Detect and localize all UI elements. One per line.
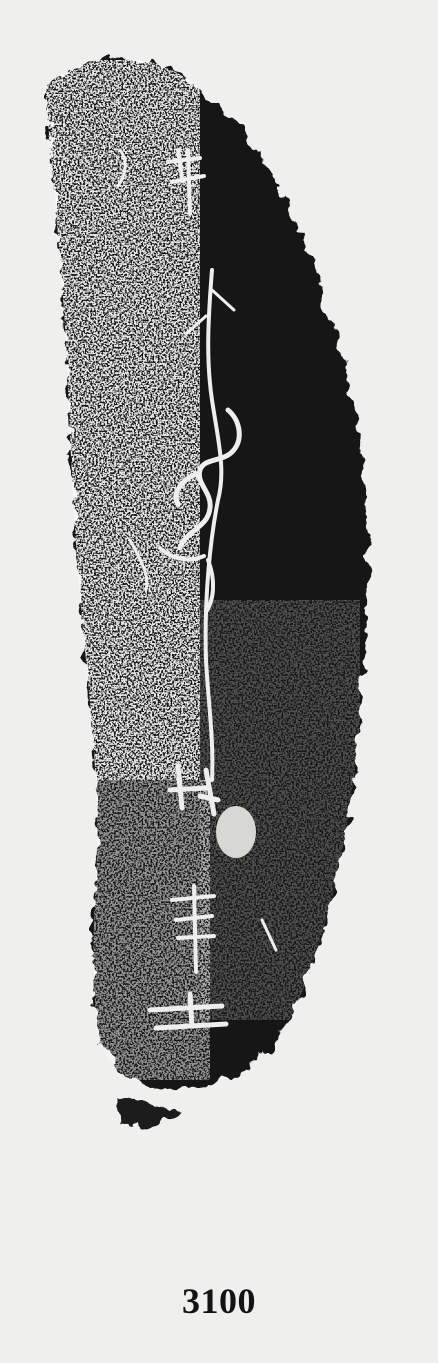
catalog-number-label: 3100 [182,1281,256,1321]
surface-highlight-patch [216,806,256,858]
